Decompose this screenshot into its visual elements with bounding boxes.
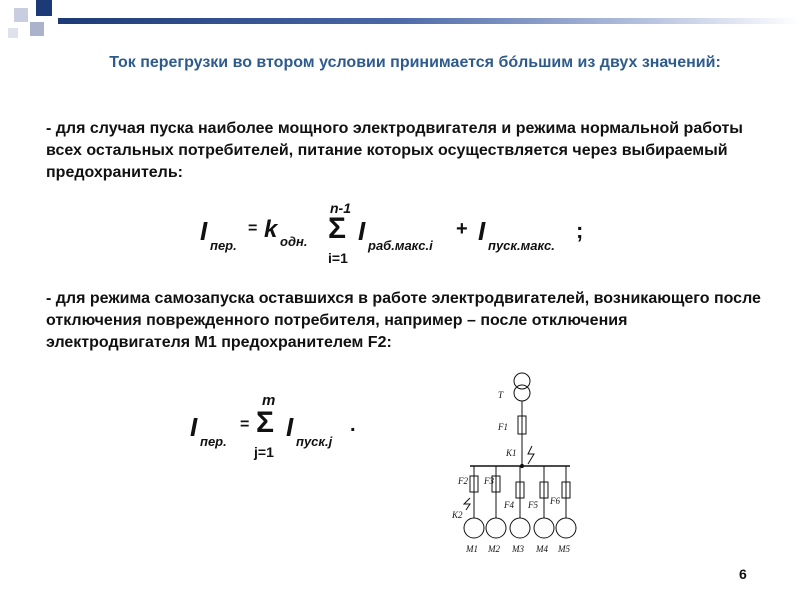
- formula-overload-current-1: [200, 200, 600, 270]
- motor-m4: [534, 518, 554, 538]
- formula-plus: +: [456, 218, 468, 240]
- fuse-f3-label: F3: [484, 476, 494, 486]
- sum-lower-limit: i=1: [328, 250, 348, 266]
- formula-symbol-i: I: [358, 216, 366, 246]
- formula-equals: =: [248, 220, 258, 237]
- motor-m3-label: M3: [512, 544, 524, 554]
- fuse-f1-label: F1: [498, 422, 508, 432]
- formula-terminator: .: [350, 414, 356, 436]
- decor-square: [8, 28, 18, 38]
- formula-symbol-i: I: [478, 216, 486, 246]
- formula-subscript: пуск.макс.: [488, 238, 555, 253]
- fault-k1-arrow: [528, 446, 534, 464]
- decor-square: [14, 8, 28, 22]
- fault-k2-label: K2: [452, 510, 463, 520]
- formula-subscript: пер.: [210, 238, 237, 253]
- paragraph-startup-case: - для случая пуска наиболее мощного электродвигателя и режима нормальной работы всех остальных потребителей, питание которых осуществляется через выбираемый предохранитель:: [46, 120, 743, 181]
- fault-k2-arrow: [464, 498, 470, 510]
- motor-m3: [510, 518, 530, 538]
- fuse-f2-label: F2: [458, 476, 468, 486]
- formula-subscript: раб.макс.i: [368, 238, 433, 253]
- motor-m2: [486, 518, 506, 538]
- motor-m1-label: M1: [466, 544, 478, 554]
- motor-m5: [556, 518, 576, 538]
- motor-m5-label: M5: [558, 544, 570, 554]
- circuit-diagram: [440, 368, 590, 558]
- sum-lower-limit: j=1: [254, 444, 274, 460]
- formula-symbol-i: I: [286, 412, 294, 442]
- sum-upper-limit: m: [262, 392, 276, 409]
- motor-m1: [464, 518, 484, 538]
- sum-symbol: Σ: [328, 212, 347, 245]
- formula-symbol-k: k: [264, 216, 278, 243]
- transformer-winding-top: [514, 373, 530, 389]
- motor-m2-label: M2: [488, 544, 500, 554]
- sum-symbol: Σ: [256, 406, 275, 439]
- slide-title: Ток перегрузки во втором условии принимается бóльшим из двух значений:: [109, 54, 721, 71]
- fuse-f6-label: F6: [550, 496, 560, 506]
- paragraph-self-start-case: - для режима самозапуска оставшихся в работе электродвигателей, возникающего после отключения поврежденного потребителя, например – после отключения электродвигателя М1 предохранителем F2:: [46, 290, 761, 351]
- transformer-label: T: [498, 390, 504, 400]
- fuse-f5-label: F5: [528, 500, 538, 510]
- page-number: 6: [739, 566, 747, 582]
- transformer-winding-bottom: [514, 385, 530, 401]
- fuse-f4-label: F4: [504, 500, 514, 510]
- formula-symbol-i: I: [190, 412, 198, 442]
- formula-subscript: пер.: [200, 434, 227, 449]
- decor-square: [30, 22, 44, 36]
- formula-subscript: пуск.j: [296, 434, 333, 449]
- formula-overload-current-2: [190, 392, 390, 464]
- formula-equals: =: [240, 416, 250, 433]
- fault-k1-label: K1: [506, 448, 517, 458]
- formula-symbol-i: I: [200, 216, 208, 246]
- sum-upper-limit: n-1: [330, 200, 351, 216]
- motor-m4-label: M4: [536, 544, 548, 554]
- formula-subscript: одн.: [280, 234, 308, 249]
- busbar-node: [520, 464, 523, 467]
- header-gradient-bar: [58, 18, 800, 24]
- decor-square: [36, 0, 52, 16]
- formula-terminator: ;: [576, 218, 584, 243]
